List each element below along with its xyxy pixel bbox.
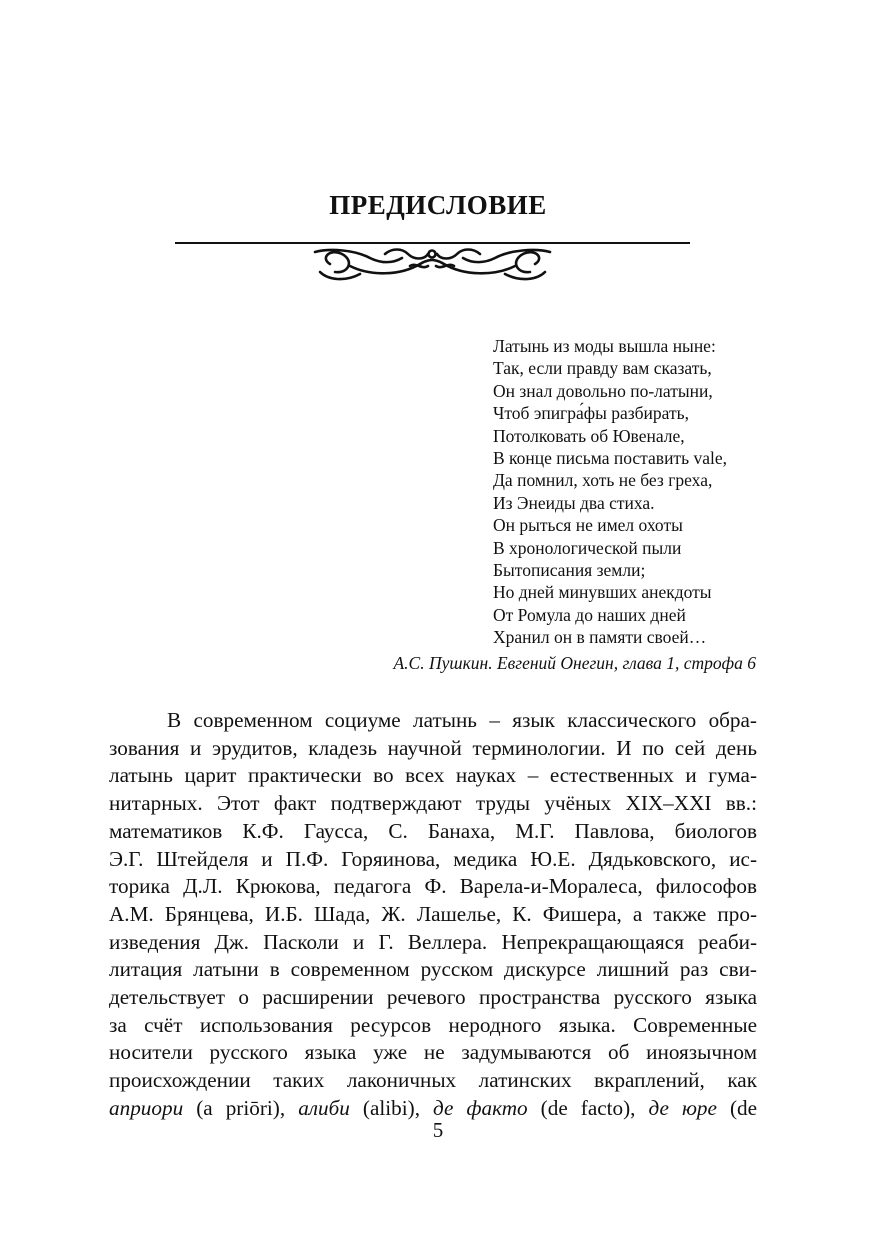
paragraph-line: А.М. Брянцева, И.Б. Шада, Ж. Лашелье, К. Фишера, а также про- (109, 901, 757, 926)
poem-line: Чтоб эпигра́фы разбирать, (493, 403, 689, 424)
poem-line: Да помнил, хоть не без греха, (493, 470, 713, 491)
paragraph-line: детельствует о расширении речевого пространства русского языка (109, 985, 757, 1010)
latin-term: де юре (648, 1095, 717, 1120)
latin-term: априори (109, 1095, 184, 1120)
decorative-divider (170, 236, 695, 286)
poem-line: Латынь из моды вышла ныне: (493, 336, 716, 356)
poem-line: Потолковать об Ювенале, (493, 425, 685, 446)
paragraph-line: нитарных. Этот факт подтверждают труды учёных XIX–XXI вв.: (109, 791, 757, 816)
paragraph-line: носители русского языка уже не задумываются об иноязычном (109, 1040, 757, 1065)
page-number: 5 (432, 1118, 444, 1142)
paragraph-line: Э.Г. Штейделя и П.Ф. Горяинова, медика Ю.Е. Дядьковского, ис- (109, 846, 757, 871)
poem-line: В хронологической пыли (493, 537, 682, 558)
latin-term: алиби (298, 1095, 350, 1120)
page-title: ПРЕДИСЛОВИЕ (329, 190, 547, 220)
paragraph-line: математиков К.Ф. Гаусса, С. Банаха, М.Г. Павлова, биологов (109, 818, 757, 843)
poem-line: Из Энеиды два стиха. (493, 492, 655, 513)
latin-original: (alibi), (349, 1095, 434, 1120)
poem-line: В конце письма поставить vale, (493, 448, 727, 469)
latin-term: де факто (433, 1095, 528, 1120)
poem-line: Но дней минувших анекдоты (493, 582, 712, 603)
poem-line: Хранил он в памяти своей… (493, 627, 707, 648)
latin-original: (de (716, 1095, 758, 1120)
epigraph-poem (493, 335, 727, 649)
poem-line: Бытописания земли; (493, 560, 646, 581)
paragraph-line: происхождении таких лаконичных латинских вкраплений, как (109, 1068, 757, 1093)
paragraph-line: латынь царит практически во всех науках – естественных и гума- (109, 763, 757, 788)
latin-original: (de facto), (527, 1095, 649, 1120)
paragraph-line: зования и эрудитов, кладезь научной терминологии. И по сей день (109, 735, 757, 760)
poem-line: От Ромула до наших дней (493, 604, 686, 625)
body-paragraph (109, 707, 757, 1123)
poem-line: Он знал довольно по-латыни, (493, 380, 713, 401)
paragraph-line: В современном социуме латынь – язык классического обра- (167, 708, 757, 732)
poem-line: Он рыться не имел охоты (493, 515, 683, 536)
epigraph-attribution: А.С. Пушкин. Евгений Онегин, глава 1, строфа 6 (393, 653, 756, 673)
paragraph-line: литация латыни в современном русском дискурсе лишний раз сви- (109, 957, 757, 982)
paragraph-line: торика Д.Л. Крюкова, педагога Ф. Варела-и-Моралеса, философов (109, 874, 757, 899)
paragraph-line: за счёт использования ресурсов неродного языка. Современные (109, 1012, 757, 1037)
poem-line: Так, если правду вам сказать, (493, 358, 712, 379)
paragraph-line: изведения Дж. Пасколи и Г. Веллера. Непрекращающаяся реаби- (109, 929, 757, 954)
latin-original: (a priōri), (183, 1095, 299, 1120)
